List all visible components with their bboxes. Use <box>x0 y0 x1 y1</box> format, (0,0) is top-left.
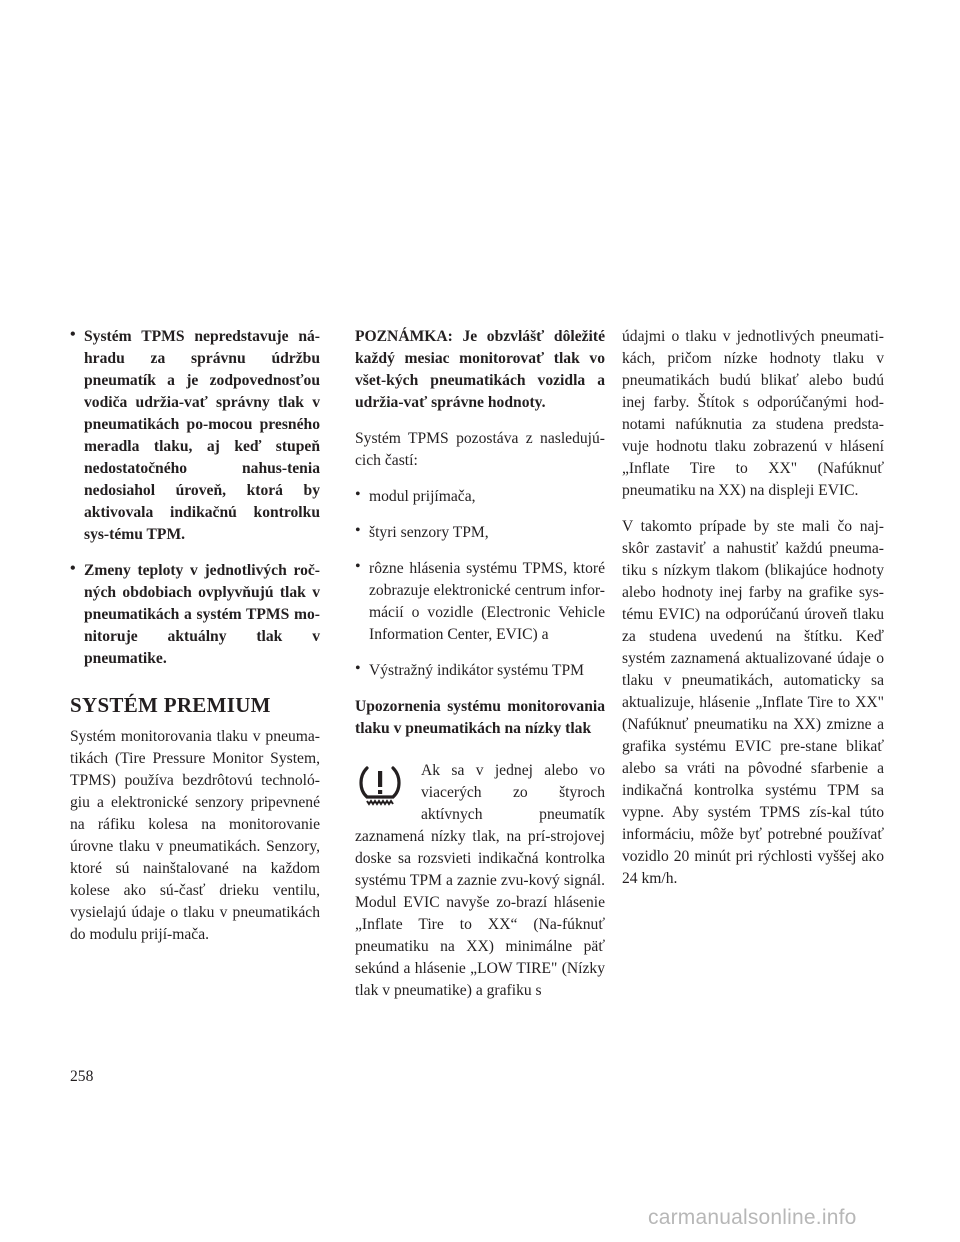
list-item-text: štyri senzory TPM, <box>369 524 489 541</box>
body-paragraph: Systém monitorovania tlaku v pneuma-tikách (Tire Pressure Monitor System, TPMS) používa bezdrôtovú technoló-giu a elektronické senzory pripevnené na ráfiku kolesa na monitorovanie úrovne tlaku v pneumatikách. Senzory, ktoré sú nainštalované na každom kolese ako sú-časť drieku ventilu, vysielajú údaje o tlaku v pneumatikách do modulu prijí-mača. <box>70 728 320 943</box>
list-item <box>355 486 605 508</box>
list-item <box>355 558 605 646</box>
bullet-marker: • <box>355 522 361 539</box>
tire-pressure-warning-icon <box>355 760 405 808</box>
bullet-marker: • <box>355 558 361 575</box>
list-item <box>355 660 605 682</box>
list-item <box>355 522 605 544</box>
note-paragraph: POZNÁMKA: Je obzvlášť dôležité každý mesiac monitorovať tlak vo všet-kých pneumatikách vozidla a udržia-vať správne hodnoty. <box>355 328 605 411</box>
bullet-item <box>70 560 320 670</box>
warning-paragraph: Ak sa v jednej alebo vo viacerých zo štyroch aktívnych pneumatík zaznamená nízky tlak, na prí-strojovej doske sa rozsvieti indikačná kontrolka systému TPM a zaznie zvu-kový signál. Modul EVIC navyše zo-brazí hlásenie „Inflate Tire to XX“ (Na-fúknuť pneumatiku na XX) minimálne päť sekúnd a hlásenie „LOW TIRE" (Nízky tlak v pneumatike) a grafiku s <box>355 762 605 999</box>
bullet-text: Systém TPMS nepredstavuje ná-hradu za správnu údržbu pneumatík a je zodpovednosťou vodiča udržia-vať správny tlak v pneumatikách po-mocou presného meradla tlaku, aj keď stupeň nedostatočného nahus-tenia nedosiahol úroveň, ktorá by aktivovala indikačnú kontrolku sys-tému TPM. <box>84 328 320 543</box>
section-heading: SYSTÉM PREMIUM <box>70 693 271 717</box>
right-column <box>622 326 884 890</box>
page-number: 258 <box>70 1068 94 1085</box>
intro-paragraph: Systém TPMS pozostáva z nasledujú-cich častí: <box>355 430 605 469</box>
subheading: Upozornenia systému monitorovania tlaku v pneumatikách na nízky tlak <box>355 698 605 737</box>
middle-column <box>355 326 605 1002</box>
bullet-text: Zmeny teploty v jednotlivých roč-ných obdobiach ovplyvňujú tlak v pneumatikách a systém TPMS mo-nitoruje aktuálny tlak v pneumatike. <box>84 562 320 667</box>
bullet-marker: • <box>70 326 76 343</box>
watermark: carmanualsonline.info <box>648 1206 857 1229</box>
list-item-text: Výstražný indikátor systému TPM <box>369 662 584 679</box>
list-item-text: rôzne hlásenia systému TPMS, ktoré zobrazuje elektronické centrum infor-mácií o vozidle (Electronic Vehicle Information Center, EVIC) a <box>369 560 605 643</box>
list-item-text: modul prijímača, <box>369 488 476 505</box>
bullet-marker: • <box>355 486 361 503</box>
body-paragraph: údajmi o tlaku v jednotlivých pneumati-kách, pričom nízke hodnoty tlaku v pneumatikách budú blikať alebo budú inej farby. Štítok s odporúčanými hod-notami nafúknutia za studena predsta-vuje hodnotu tlaku zobrazenú v hlásení „Inflate Tire to XX" (Nafúknuť pneumatiku na XX) na displeji EVIC. <box>622 328 884 499</box>
left-column <box>70 326 320 946</box>
bullet-item <box>70 326 320 546</box>
warning-block <box>355 760 605 1002</box>
bullet-marker: • <box>70 560 76 577</box>
body-paragraph: V takomto prípade by ste mali čo naj-skôr zastaviť a nahustiť každú pneuma-tiku s nízkym tlakom (blikajúce hodnoty alebo hodnoty inej farby na grafike sys-tému EVIC) na odporúčanú úroveň tlaku za studena uvedenú na štítku. Keď systém zaznamená aktualizované údaje o tlaku v pneumatikách, automaticky sa aktualizuje, hlásenie „Inflate Tire to XX" (Nafúknuť pneumatiku na XX) zmizne a grafika systému EVIC pre-stane blikať alebo sa vráti na pôvodné sfarbenie a indikačná kontrolka systému TPM sa vypne. Aby systém TPMS zís-kal túto informáciu, môže byť potrebné používať vozidlo 20 minút pri rýchlosti vyššej ako 24 km/h. <box>622 518 884 887</box>
bullet-marker: • <box>355 660 361 677</box>
